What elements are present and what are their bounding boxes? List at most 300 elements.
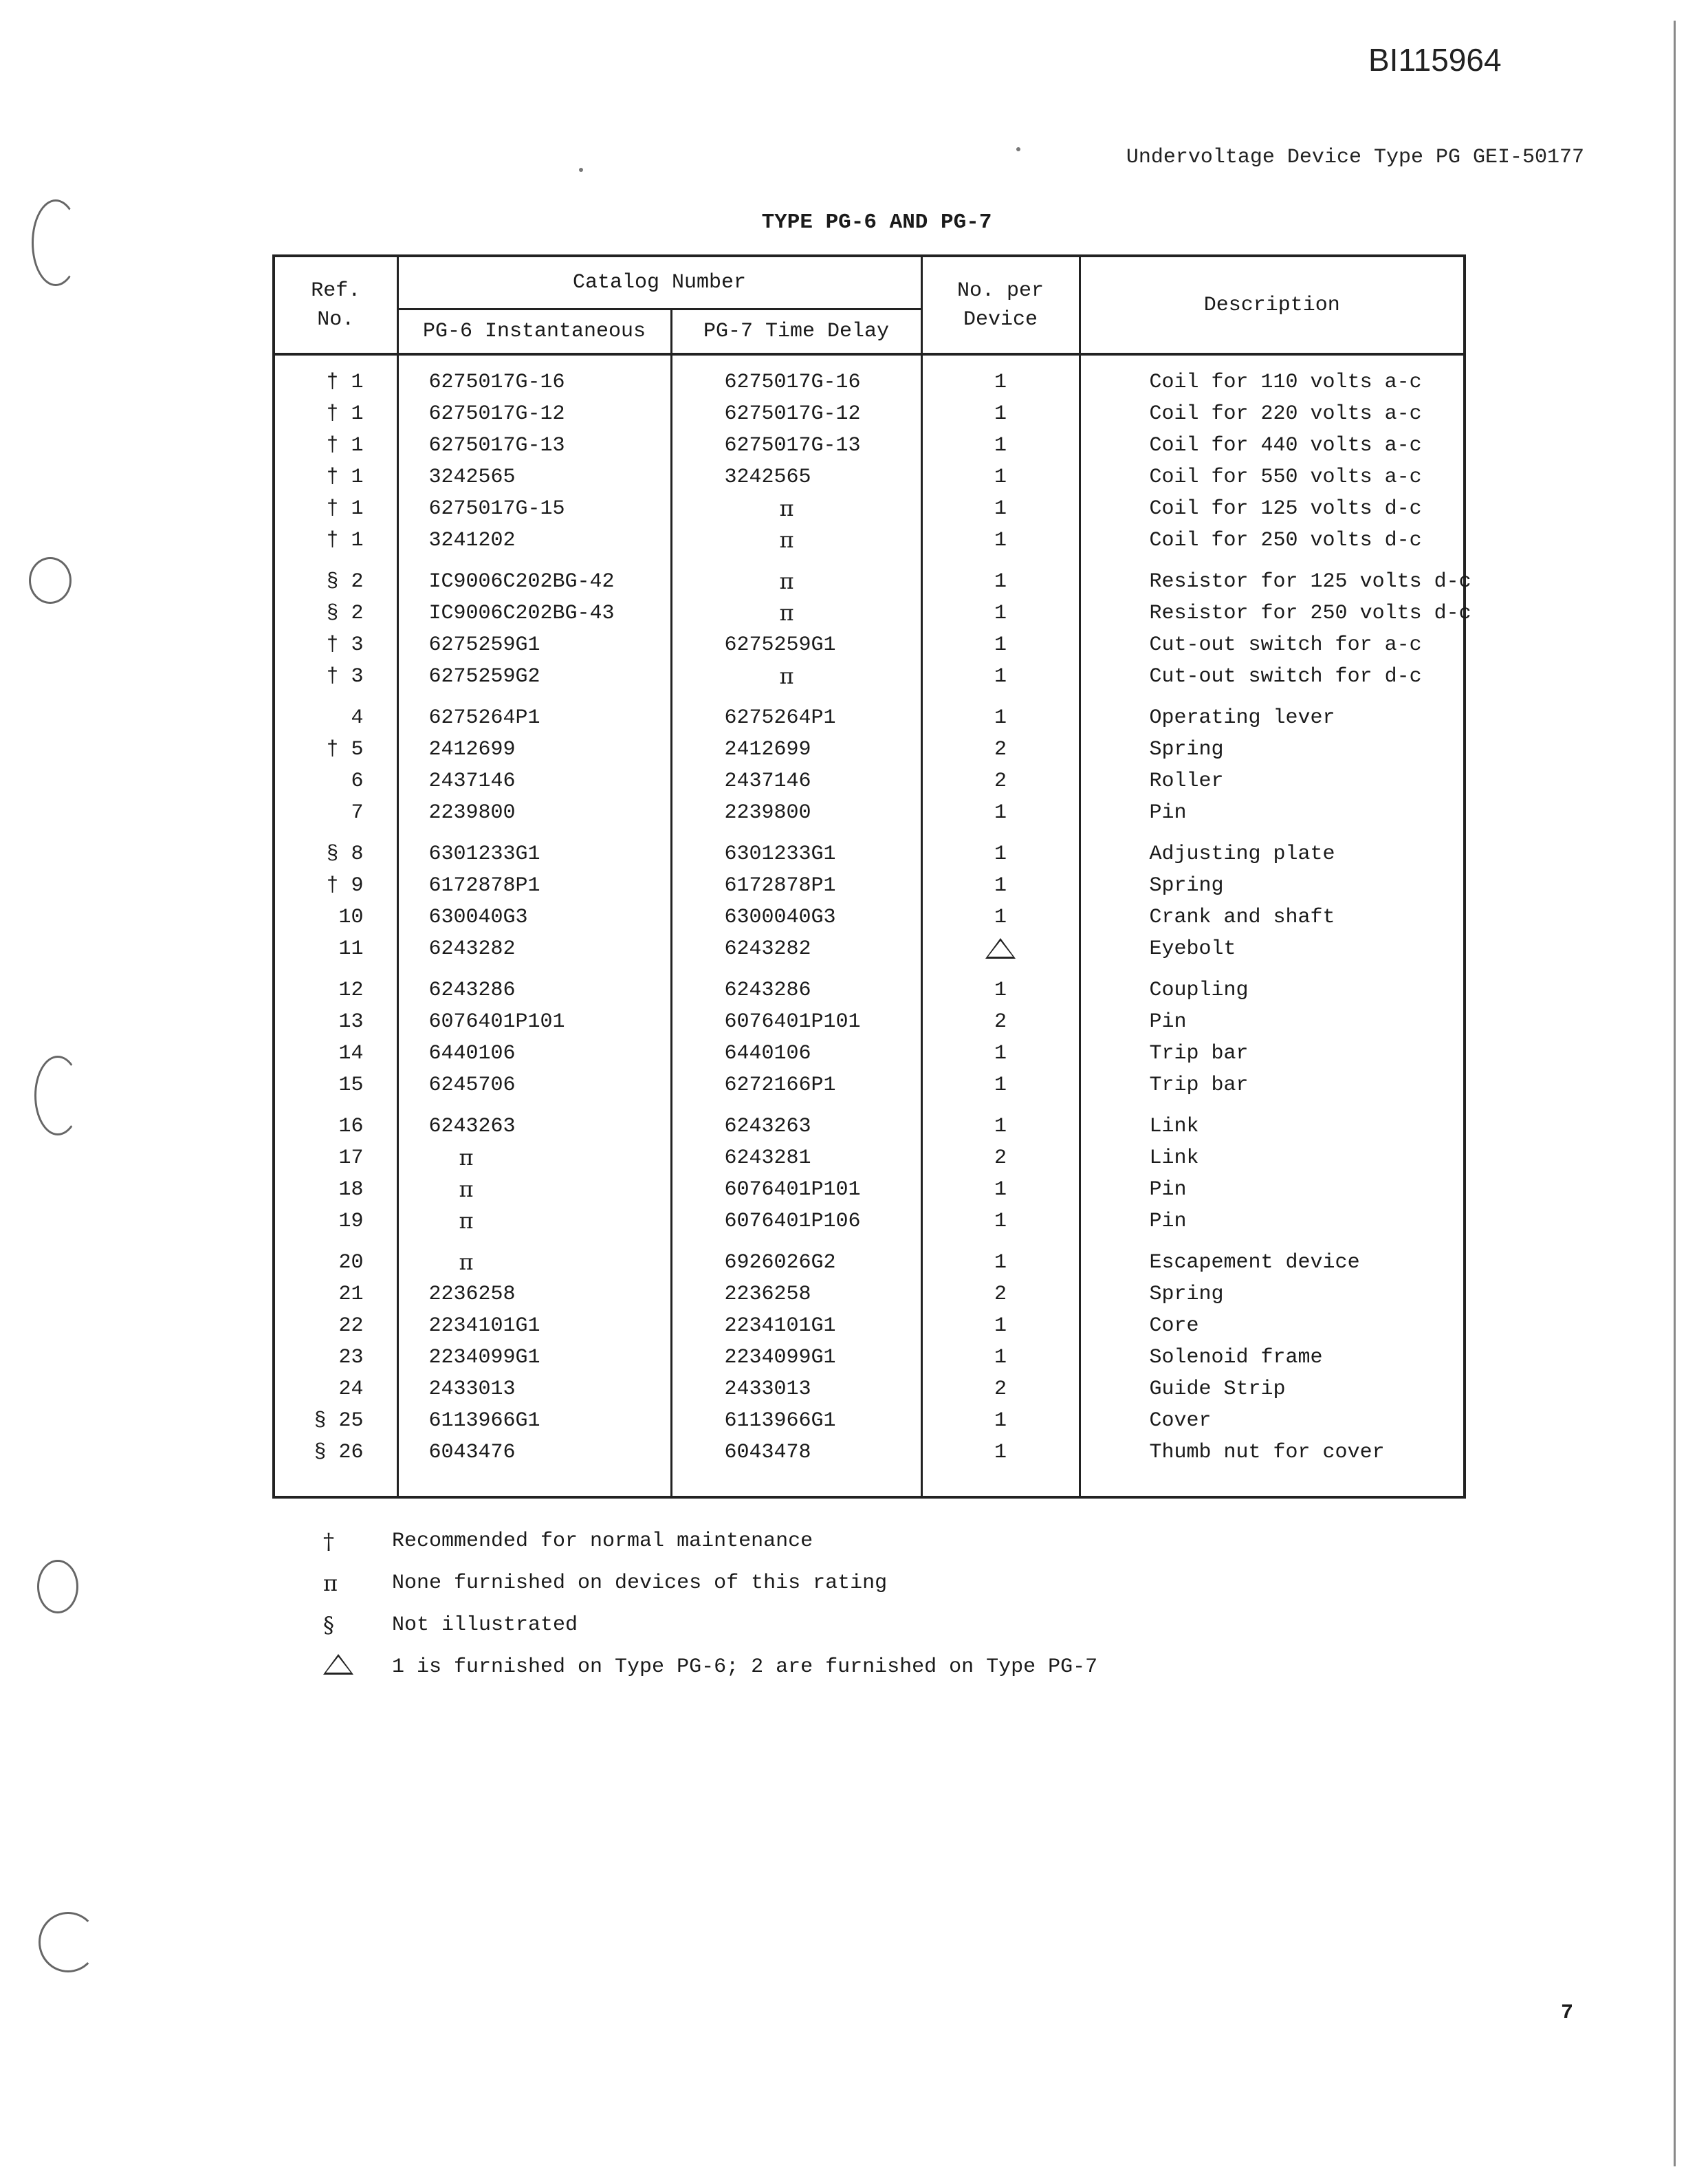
cell-text: 1 [994, 1441, 1007, 1464]
cell-qty [921, 1237, 1080, 1279]
cell-ref [274, 354, 397, 398]
cell-pg7 [671, 797, 921, 829]
cell-pg7 [671, 1038, 921, 1069]
cell-text: 6275017G-16 [428, 371, 565, 394]
cell-text: 2 [994, 1283, 1007, 1306]
cell-qty [921, 556, 1080, 598]
cell-pg6 [397, 461, 671, 493]
cell-text: 6243286 [724, 979, 811, 1002]
cell-text: 22 [338, 1314, 364, 1338]
cell-qty [921, 1279, 1080, 1310]
legend-triangle-icon [303, 1654, 392, 1680]
cell-desc [1080, 1373, 1465, 1405]
table-row [274, 829, 1465, 870]
cell-text: Link [1149, 1146, 1199, 1170]
cell-text: 2 [994, 1010, 1007, 1034]
cell-pg7 [671, 1237, 921, 1279]
cell-text: † 1 [326, 434, 364, 457]
cell-text: 2437146 [428, 770, 516, 793]
cell-pg6 [397, 765, 671, 797]
cell-text: 3242565 [428, 466, 516, 489]
cell-text: 6172878P1 [724, 874, 836, 897]
cell-ref [274, 1405, 397, 1437]
table-row [274, 556, 1465, 598]
cell-desc [1080, 1006, 1465, 1038]
table-row [274, 797, 1465, 829]
table-row [274, 629, 1465, 661]
cell-pg7 [671, 461, 921, 493]
cell-pg6 [397, 902, 671, 933]
cell-ref [274, 797, 397, 829]
cell-qty [921, 1174, 1080, 1206]
cell-text: 1 [994, 665, 1007, 688]
cell-text: 2234101G1 [428, 1314, 540, 1338]
cell-desc [1080, 1342, 1465, 1373]
cell-text: 6275264P1 [724, 706, 836, 730]
cell-text: † 1 [326, 497, 364, 521]
cell-desc [1080, 829, 1465, 870]
cell-pg6 [397, 829, 671, 870]
cell-text: 6275017G-12 [724, 402, 861, 426]
cell-text: 10 [338, 906, 364, 929]
cell-text: 6275017G-13 [724, 434, 861, 457]
cell-text: 15 [338, 1074, 364, 1097]
table-row [274, 870, 1465, 902]
cell-text: 6245706 [428, 1074, 516, 1097]
cell-pg7 [671, 1101, 921, 1142]
cell-ref [274, 1437, 397, 1497]
cell-text: 6275017G-16 [724, 371, 861, 394]
cell-pg6 [397, 493, 671, 525]
cell-desc [1080, 1437, 1465, 1497]
cell-pg6 [397, 398, 671, 430]
cell-ref [274, 1174, 397, 1206]
cell-ref [274, 1069, 397, 1101]
cell-qty [921, 398, 1080, 430]
scan-speck [579, 168, 583, 172]
punch-hole-3 [34, 1056, 81, 1135]
cell-text: Pin [1149, 801, 1187, 825]
cell-text: 7 [351, 801, 364, 825]
cell-desc [1080, 430, 1465, 461]
cell-desc [1080, 1174, 1465, 1206]
cell-pg6 [397, 598, 671, 629]
header-catalog-number: Catalog Number [397, 256, 921, 309]
cell-desc [1080, 902, 1465, 933]
legend-symbol: † [323, 1527, 334, 1554]
cell-text: 6243286 [428, 979, 516, 1002]
cell-text: 1 [994, 979, 1007, 1002]
cell-text: Resistor for 250 volts d-c [1149, 602, 1471, 625]
cell-desc [1080, 933, 1465, 965]
cell-ref [274, 693, 397, 734]
cell-text: Thumb nut for cover [1149, 1441, 1385, 1464]
cell-text: 12 [338, 979, 364, 1002]
cell-text: 6272166P1 [724, 1074, 836, 1097]
cell-desc [1080, 398, 1465, 430]
cell-text: 6043476 [428, 1441, 516, 1464]
cell-text: 1 [994, 402, 1007, 426]
table-row [274, 734, 1465, 765]
pi-symbol: π [459, 1176, 474, 1202]
cell-text: § 26 [314, 1441, 364, 1464]
cell-ref [274, 1038, 397, 1069]
cell-text: 6275017G-15 [428, 497, 565, 521]
cell-text: Cut-out switch for a-c [1149, 633, 1422, 657]
cell-ref [274, 525, 397, 556]
cell-ref [274, 556, 397, 598]
parts-table [272, 254, 1471, 1499]
cell-pg6 [397, 354, 671, 398]
cell-ref [274, 1142, 397, 1174]
cell-pg6 [397, 556, 671, 598]
cell-text: 2234099G1 [428, 1346, 540, 1369]
cell-pg7 [671, 1373, 921, 1405]
cell-text: Coil for 550 volts a-c [1149, 466, 1422, 489]
cell-desc [1080, 556, 1471, 598]
cell-text: 1 [994, 570, 1007, 594]
cell-pg6 [397, 1174, 671, 1206]
pi-symbol: π [779, 495, 794, 521]
cell-text: § 2 [326, 570, 364, 594]
cell-text: 2239800 [428, 801, 516, 825]
cell-desc [1080, 1101, 1465, 1142]
cell-ref [274, 829, 397, 870]
cell-text: 6275259G2 [428, 665, 540, 688]
cell-text: 6275259G1 [428, 633, 540, 657]
cell-qty [921, 525, 1080, 556]
table-row [274, 525, 1465, 556]
cell-pg6 [397, 1142, 671, 1174]
cell-ref [274, 765, 397, 797]
cell-text: 6243263 [428, 1115, 516, 1138]
table-row [274, 1437, 1465, 1497]
cell-qty [921, 1038, 1080, 1069]
cell-text: 630040G3 [428, 906, 528, 929]
cell-desc [1080, 661, 1465, 693]
pi-symbol: π [459, 1208, 474, 1234]
legend-text: 1 is furnished on Type PG-6; 2 are furnished on Type PG-7 [392, 1655, 1098, 1679]
cell-qty [921, 1101, 1080, 1142]
cell-pg7 [671, 734, 921, 765]
cell-text: 1 [994, 1251, 1007, 1274]
table-row [274, 1237, 1465, 1279]
table-row [274, 1405, 1465, 1437]
cell-qty [921, 965, 1080, 1006]
cell-qty [921, 870, 1080, 902]
cell-text: † 5 [326, 738, 364, 761]
table-row [274, 598, 1465, 629]
cell-text: Coil for 220 volts a-c [1149, 402, 1422, 426]
cell-ref [274, 1101, 397, 1142]
cell-qty [921, 1342, 1080, 1373]
cell-ref [274, 1310, 397, 1342]
cell-text: 3242565 [724, 466, 811, 489]
cell-pg6 [397, 1342, 671, 1373]
cell-pg7 [671, 493, 921, 525]
cell-qty [921, 354, 1080, 398]
cell-pg6 [397, 1310, 671, 1342]
legend-text: Not illustrated [392, 1613, 578, 1637]
cell-qty [921, 1006, 1080, 1038]
cell-pg6 [397, 1069, 671, 1101]
cell-qty [921, 734, 1080, 765]
table-row [274, 933, 1465, 965]
cell-text: 2 [994, 1146, 1007, 1170]
pi-symbol: π [779, 600, 794, 626]
triangle-icon [323, 1654, 353, 1675]
cell-text: 1 [994, 1314, 1007, 1338]
cell-text: Escapement device [1149, 1251, 1360, 1274]
cell-desc [1080, 734, 1465, 765]
punch-hole-5 [39, 1912, 98, 1972]
cell-text: 24 [338, 1378, 364, 1401]
cell-text: 1 [994, 434, 1007, 457]
cell-text: 1 [994, 633, 1007, 657]
cell-ref [274, 902, 397, 933]
cell-text: Link [1149, 1115, 1199, 1138]
cell-pg6 [397, 661, 671, 693]
cell-desc [1080, 1038, 1465, 1069]
cell-qty [921, 598, 1080, 629]
cell-ref [274, 1373, 397, 1405]
cell-text: 2412699 [428, 738, 516, 761]
cell-text: † 9 [326, 874, 364, 897]
cell-pg7 [671, 354, 921, 398]
cell-text: 2236258 [724, 1283, 811, 1306]
cell-qty [921, 461, 1080, 493]
cell-text: † 3 [326, 633, 364, 657]
cell-text: 1 [994, 1074, 1007, 1097]
legend-item [303, 1604, 1097, 1646]
cell-pg7 [671, 765, 921, 797]
cell-qty [921, 1405, 1080, 1437]
cell-text: 6043478 [724, 1441, 811, 1464]
cell-pg6 [397, 1279, 671, 1310]
cell-text: Spring [1149, 1283, 1224, 1306]
cell-text: 1 [994, 1409, 1007, 1433]
cell-qty [921, 1437, 1080, 1497]
cell-pg6 [397, 430, 671, 461]
cell-text: 1 [994, 1210, 1007, 1233]
cell-pg6 [397, 1006, 671, 1038]
cell-text: 6440106 [724, 1042, 811, 1065]
cell-text: 1 [994, 466, 1007, 489]
cell-text: 2239800 [724, 801, 811, 825]
cell-text: 6243263 [724, 1115, 811, 1138]
cell-qty [921, 629, 1080, 661]
cell-ref [274, 598, 397, 629]
cell-pg6 [397, 1373, 671, 1405]
pi-symbol: π [459, 1249, 474, 1275]
cell-pg7 [671, 1174, 921, 1206]
table-row [274, 765, 1465, 797]
cell-text: Adjusting plate [1149, 842, 1335, 866]
cell-text: 6113966G1 [428, 1409, 540, 1433]
document-id: BI115964 [1368, 42, 1502, 78]
cell-qty [921, 493, 1080, 525]
legend [303, 1520, 1097, 1688]
cell-text: Crank and shaft [1149, 906, 1335, 929]
cell-text: 19 [338, 1210, 364, 1233]
cell-text: 2 [994, 770, 1007, 793]
cell-desc [1080, 797, 1465, 829]
cell-text: 3241202 [428, 529, 516, 552]
cell-text: 6300040G3 [724, 906, 836, 929]
cell-text: 6301233G1 [428, 842, 540, 866]
cell-text: § 8 [326, 842, 364, 866]
cell-text: † 1 [326, 371, 364, 394]
cell-pg7 [671, 430, 921, 461]
cell-text: 6243282 [428, 937, 516, 961]
cell-pg6 [397, 1237, 671, 1279]
running-header: Undervoltage Device Type PG GEI-50177 [1126, 146, 1584, 169]
pi-symbol: π [779, 663, 794, 689]
cell-ref [274, 1237, 397, 1279]
cell-ref [274, 430, 397, 461]
table-row [274, 1101, 1465, 1142]
cell-desc [1080, 1206, 1465, 1237]
cell-pg7 [671, 1437, 921, 1497]
cell-text: 1 [994, 529, 1007, 552]
table-row [274, 661, 1465, 693]
legend-text: None furnished on devices of this rating [392, 1571, 888, 1595]
cell-pg6 [397, 870, 671, 902]
cell-desc [1080, 870, 1465, 902]
cell-qty [921, 829, 1080, 870]
cell-text: Coil for 125 volts d-c [1149, 497, 1422, 521]
cell-ref [274, 933, 397, 965]
punch-hole-2 [29, 557, 72, 604]
cell-text: 1 [994, 1115, 1007, 1138]
legend-item [303, 1520, 1097, 1562]
cell-text: Cut-out switch for d-c [1149, 665, 1422, 688]
cell-pg6 [397, 797, 671, 829]
cell-text: Solenoid frame [1149, 1346, 1323, 1369]
cell-text: Eyebolt [1149, 937, 1236, 961]
cell-desc [1080, 765, 1465, 797]
cell-qty [921, 430, 1080, 461]
cell-pg7 [671, 556, 921, 598]
table-row [274, 398, 1465, 430]
table-row [274, 902, 1465, 933]
cell-pg7 [671, 1006, 921, 1038]
cell-qty [921, 902, 1080, 933]
table-row [274, 1342, 1465, 1373]
cell-pg7 [671, 870, 921, 902]
table-row [274, 354, 1465, 398]
cell-pg7 [671, 1279, 921, 1310]
cell-text: 1 [994, 497, 1007, 521]
table-row [274, 1206, 1465, 1237]
cell-pg7 [671, 1310, 921, 1342]
triangle-icon [985, 938, 1016, 959]
cell-ref [274, 661, 397, 693]
table-row [274, 1373, 1465, 1405]
legend-text: Recommended for normal maintenance [392, 1529, 813, 1553]
cell-text: 6275017G-13 [428, 434, 565, 457]
cell-text: Pin [1149, 1178, 1187, 1201]
cell-text: 1 [994, 874, 1007, 897]
pi-symbol: π [779, 527, 794, 553]
cell-text: 6301233G1 [724, 842, 836, 866]
cell-text: 1 [994, 371, 1007, 394]
cell-pg7 [671, 1405, 921, 1437]
cell-text: § 25 [314, 1409, 364, 1433]
pi-symbol: π [779, 568, 794, 594]
cell-text: 6076401P101 [724, 1178, 861, 1201]
cell-text: Core [1149, 1314, 1199, 1338]
cell-text: Spring [1149, 738, 1224, 761]
cell-text: 6926026G2 [724, 1251, 836, 1274]
cell-text: 6113966G1 [724, 1409, 836, 1433]
cell-desc [1080, 965, 1465, 1006]
cell-pg6 [397, 693, 671, 734]
cell-desc [1080, 629, 1465, 661]
cell-ref [274, 461, 397, 493]
cell-text: Coil for 250 volts d-c [1149, 529, 1422, 552]
table-row [274, 1006, 1465, 1038]
cell-qty [921, 1206, 1080, 1237]
cell-text: † 1 [326, 402, 364, 426]
cell-text: † 1 [326, 466, 364, 489]
cell-text: 1 [994, 906, 1007, 929]
cell-text: 20 [338, 1251, 364, 1274]
cell-text: 6076401P101 [428, 1010, 565, 1034]
cell-ref [274, 1342, 397, 1373]
cell-text: 6243281 [724, 1146, 811, 1170]
page-number: 7 [1561, 2001, 1574, 2025]
legend-symbol: § [323, 1611, 334, 1638]
cell-text: 2437146 [724, 770, 811, 793]
header-no-per-device: No. per Device [921, 256, 1080, 354]
cell-text: 2 [994, 1378, 1007, 1401]
cell-ref [274, 1206, 397, 1237]
cell-text: 1 [994, 602, 1007, 625]
cell-pg6 [397, 1405, 671, 1437]
cell-text: 6275017G-12 [428, 402, 565, 426]
cell-text: 6275259G1 [724, 633, 836, 657]
header-pg7-time-delay: PG-7 Time Delay [671, 309, 921, 355]
cell-pg7 [671, 829, 921, 870]
cell-text: IC9006C202BG-42 [428, 570, 615, 594]
cell-text: † 3 [326, 665, 364, 688]
cell-text: Coil for 110 volts a-c [1149, 371, 1422, 394]
cell-qty [921, 1142, 1080, 1174]
cell-text: Spring [1149, 874, 1224, 897]
cell-text: 2234099G1 [724, 1346, 836, 1369]
cell-text: 6243282 [724, 937, 811, 961]
cell-pg6 [397, 525, 671, 556]
cell-text: 6275264P1 [428, 706, 540, 730]
cell-pg7 [671, 1069, 921, 1101]
cell-text: 2433013 [428, 1378, 516, 1401]
cell-text: Cover [1149, 1409, 1212, 1433]
cell-text: Trip bar [1149, 1042, 1249, 1065]
cell-text: 6076401P106 [724, 1210, 861, 1233]
cell-desc [1080, 461, 1465, 493]
table-row [274, 461, 1465, 493]
cell-text: 6172878P1 [428, 874, 540, 897]
cell-text: 6 [351, 770, 364, 793]
legend-symbol: π [323, 1569, 338, 1596]
cell-desc [1080, 525, 1465, 556]
cell-text: 1 [994, 842, 1007, 866]
cell-pg7 [671, 933, 921, 965]
cell-desc [1080, 598, 1471, 629]
cell-pg7 [671, 965, 921, 1006]
cell-text: Resistor for 125 volts d-c [1149, 570, 1471, 594]
